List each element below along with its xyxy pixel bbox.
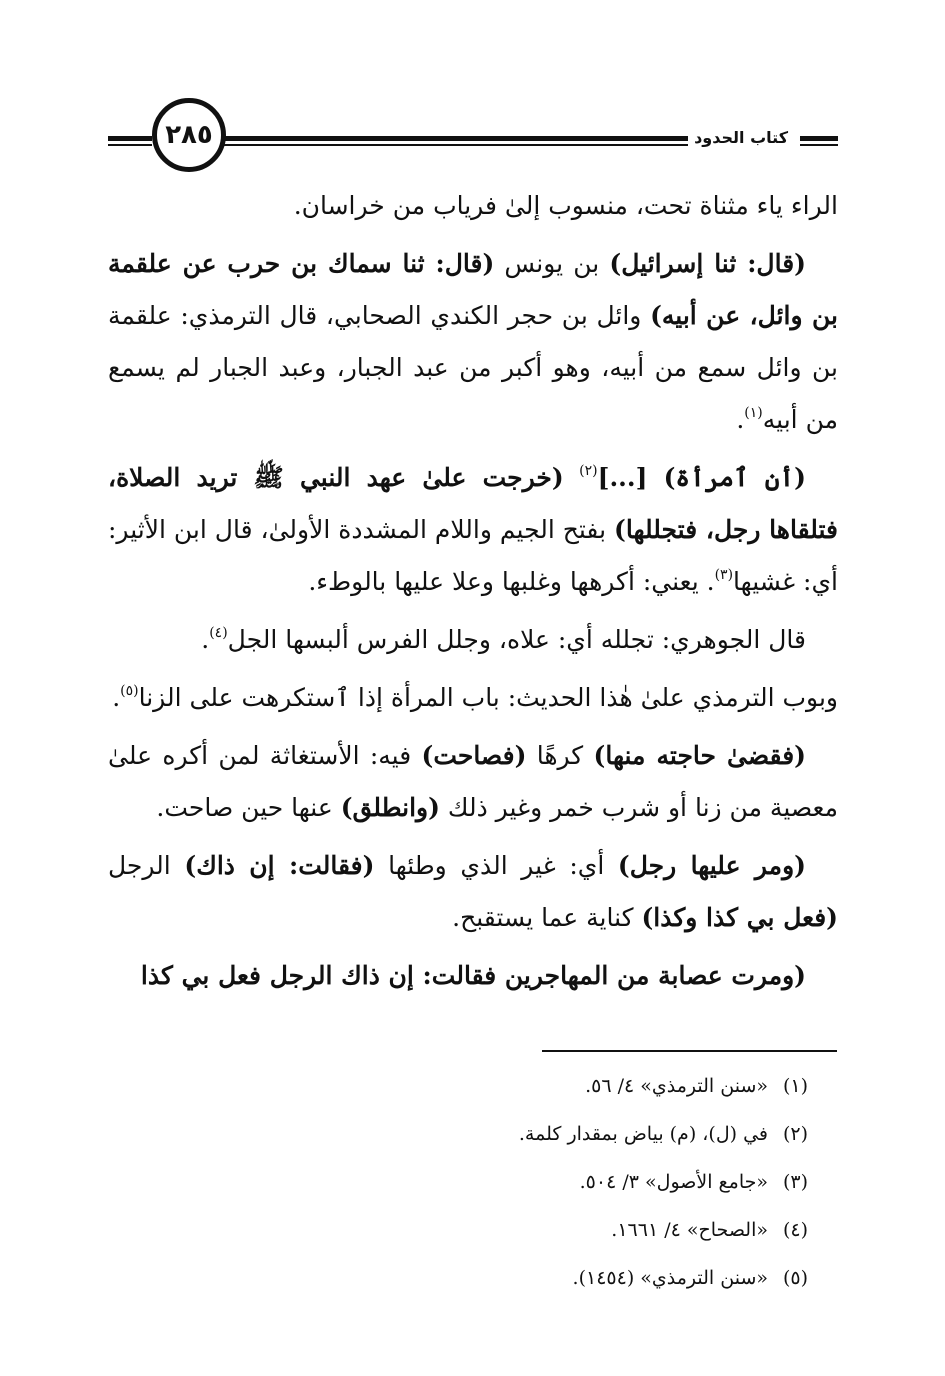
header-rule [108, 144, 152, 146]
text-run: الرجل [108, 851, 185, 880]
text-run: . [112, 683, 121, 712]
quoted-text: (قال: ثنا إسرائيل) [609, 249, 806, 278]
text-run: بن يونس [494, 249, 610, 278]
text-run: . [201, 625, 210, 654]
quoted-text: (وانطلق) [340, 793, 440, 822]
footnote-separator [542, 1050, 837, 1052]
quoted-text: (ومرت عصابة من المهاجرين فقالت: إن ذاك الرجل فعل بي كذا [140, 961, 806, 990]
footnote-text: «سنن الترمذي» ٤/ ٥٦. [585, 1075, 768, 1097]
paragraph [108, 672, 838, 724]
footnote-number: (٣) [782, 1171, 808, 1193]
header-rule [800, 136, 838, 141]
text-run [564, 463, 579, 492]
quoted-text: (أن ٱمرأة) [...] [597, 463, 807, 492]
footnote-text: «الصحاح» ٤/ ١٦٦١. [611, 1219, 768, 1241]
header-rule [170, 144, 690, 146]
quoted-text: (فعل بي كذا وكذا) [641, 903, 838, 932]
footnote [108, 1062, 808, 1110]
footnote-ref: (٢) [579, 462, 598, 479]
paragraph [108, 950, 838, 1002]
quoted-text: (فقضىٰ حاجته منها) [593, 741, 806, 770]
quoted-text: (قال: ثنا سماك بن حرب عن علقمة بن وائل، عن أبيه) [108, 249, 838, 330]
text-run: أي: غير الذي وطئها [374, 851, 618, 880]
header-rule [108, 136, 152, 141]
text-run: . [736, 405, 745, 434]
paragraph [108, 452, 838, 608]
paragraph [108, 180, 838, 232]
footnote-text: «جامع الأصول» ٣/ ٥٠٤. [579, 1171, 768, 1193]
text-run: وائل بن حجر الكندي الصحابي، قال الترمذي: علقمة بن وائل سمع من أبيه، وهو أكبر من عبد الجبار، وعبد الجبار لم يسمع من أبيه [108, 301, 838, 434]
footnote [108, 1110, 808, 1158]
footnote-text: «سنن الترمذي» (١٤٥٤). [572, 1267, 768, 1289]
text-run: الراء ياء مثناة تحت، منسوب إلىٰ فرياب من خراسان. [293, 191, 838, 220]
quoted-text: (فصاحت) [421, 741, 527, 770]
text-run: فيه: الأستغاثة لمن أكره علىٰ معصية من زنا أو شرب خمر وغير ذلك [108, 741, 838, 822]
text-run: كرهًا [526, 741, 594, 770]
footnote-number: (٤) [782, 1219, 808, 1241]
paragraph [108, 840, 838, 944]
text-run: وبوب الترمذي علىٰ هٰذا الحديث: باب المرأة إذا ٱستكرهت على الزنا [138, 683, 838, 712]
text-run: قال الجوهري: تجلله أي: علاه، وجلل الفرس ألبسها الجل [227, 625, 806, 654]
header-rule [170, 136, 690, 141]
paragraph [108, 238, 838, 446]
footnote [108, 1158, 808, 1206]
page-header [108, 96, 838, 182]
footnote-text: في (ل)، (م) بياض بمقدار كلمة. [518, 1123, 768, 1145]
footnote-number: (٢) [782, 1123, 808, 1145]
page-number: ٢٨٥ [152, 98, 226, 172]
quoted-text: (فقالت: إن ذاك) [184, 851, 375, 880]
footnote-ref: (٣) [714, 566, 734, 583]
quoted-text: (ومر عليها رجل) [617, 851, 806, 880]
paragraph [108, 614, 838, 666]
text-run: بفتح الجيم واللام المشددة الأولىٰ، قال ابن الأثير: أي: غشيها [108, 515, 838, 596]
footnote [108, 1206, 808, 1254]
running-title: كتاب الحدود [688, 122, 794, 152]
quoted-text: (خرجت علىٰ عهد النبي ﷺ تريد الصلاة، فتلقاها رجل، فتجللها) [108, 463, 838, 544]
footnote-ref: (٥) [120, 682, 139, 699]
footnote-number: (١) [782, 1075, 808, 1097]
text-run: عنها حين صاحت. [156, 793, 341, 822]
footnote-ref: (٤) [209, 624, 228, 641]
header-rule [800, 144, 838, 146]
main-text [108, 180, 838, 1008]
paragraph [108, 730, 838, 834]
text-run: . يعني: أكرهها وغلبها وعلا عليها بالوطء. [308, 567, 715, 596]
footnote [108, 1254, 808, 1302]
text-run: كناية عما يستقبح. [452, 903, 642, 932]
footnotes [108, 1062, 808, 1302]
footnote-ref: (١) [744, 404, 763, 421]
footnote-number: (٥) [782, 1267, 808, 1289]
